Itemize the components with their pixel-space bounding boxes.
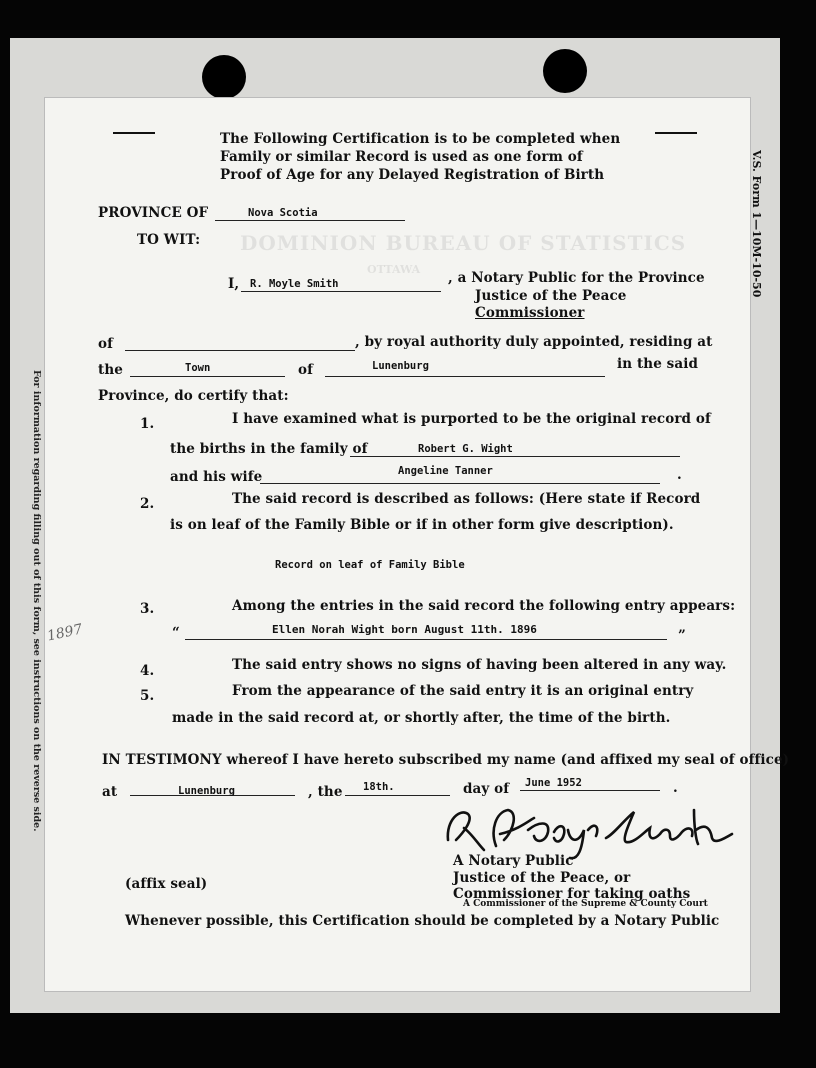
item-1-text: I have examined what is purported to be the original record of	[232, 411, 711, 427]
in-said-label: in the said	[617, 356, 698, 372]
watermark-city: OTTAWA	[367, 263, 421, 276]
province-line	[215, 220, 405, 221]
testimony-day-of: day of	[463, 781, 510, 797]
of-label: of	[98, 336, 114, 352]
testimony-day-line	[345, 795, 450, 796]
item-2-number: 2.	[140, 496, 155, 512]
item-5-text-2: made in the said record at, or shortly after, the time of the birth.	[172, 710, 671, 726]
wife-label: and his wife	[170, 469, 263, 485]
header-dash-left	[113, 132, 155, 134]
signature-line-3: Commissioner for taking oaths	[453, 886, 691, 902]
declarant-role-1: , a Notary Public for the Province	[448, 270, 705, 286]
declarant-prefix: I,	[228, 276, 240, 292]
the-label: the	[98, 362, 123, 378]
testimony-place: Lunenburg	[178, 785, 235, 797]
of-line	[125, 350, 355, 351]
item-3-number: 3.	[140, 601, 155, 617]
wife-name-line	[260, 483, 660, 484]
side-instruction-note: For information regarding filling out of this form, see instructions on the reverse side.	[31, 370, 42, 832]
item-2-text-2: is on leaf of the Family Bible or if in other form give description).	[170, 517, 674, 533]
entry-open-quote: “	[172, 625, 180, 641]
family-name: Robert G. Wight	[418, 443, 513, 455]
affix-seal-label: (affix seal)	[125, 876, 208, 892]
signature-line-2: Justice of the Peace, or	[453, 870, 631, 886]
entry-value: Ellen Norah Wight born August 11th. 1896	[272, 623, 537, 636]
wife-period: .	[677, 467, 682, 483]
header-dash-right	[655, 132, 697, 134]
commissioner-stamp: A Commissioner of the Supreme & County Court	[463, 899, 708, 909]
declarant-role-2: Justice of the Peace	[475, 288, 627, 304]
watermark-bureau: DOMINION BUREAU OF STATISTICS	[240, 231, 687, 255]
wife-name: Angeline Tanner	[398, 465, 493, 477]
testimony-day: 18th.	[363, 781, 395, 793]
place-type-line	[130, 376, 285, 377]
punch-hole-right	[543, 49, 587, 93]
item-3-text: Among the entries in the said record the following entry appears:	[232, 598, 736, 614]
signature-line-1: A Notary Public	[453, 853, 574, 869]
item-1-births: the births in the family of	[170, 441, 368, 457]
authority-text: , by royal authority duly appointed, residing at	[355, 334, 713, 350]
footer-note: Whenever possible, this Certification should be completed by a Notary Public	[125, 913, 720, 929]
item-4-number: 4.	[140, 663, 155, 679]
province-value: Nova Scotia	[248, 207, 318, 219]
item-5-number: 5.	[140, 688, 155, 704]
header-line-1: The Following Certification is to be completed when	[220, 131, 621, 147]
declarant-name: R. Moyle Smith	[250, 278, 339, 290]
certify-text: Province, do certify that:	[98, 388, 289, 404]
header-line-3: Proof of Age for any Delayed Registration of Birth	[220, 167, 605, 183]
margin-note: 1897	[45, 621, 84, 645]
family-name-line	[350, 456, 680, 457]
punch-hole-left	[202, 55, 246, 99]
to-wit-label: TO WIT:	[137, 232, 201, 248]
header-line-2: Family or similar Record is used as one form of	[220, 149, 583, 165]
place-name: Lunenburg	[372, 360, 429, 372]
item-2-text: The said record is described as follows: (Here state if Record	[232, 491, 701, 507]
testimony-month-year: June 1952	[525, 777, 582, 789]
item-1-number: 1.	[140, 416, 155, 432]
province-label: PROVINCE OF	[98, 205, 209, 221]
testimony-month-line	[520, 790, 660, 791]
testimony-at-label: at	[102, 784, 118, 800]
of2-label: of	[298, 362, 314, 378]
declarant-role-3: Commissioner	[475, 305, 585, 321]
item-5-text: From the appearance of the said entry it is an original entry	[232, 683, 694, 699]
testimony-period: .	[673, 780, 678, 796]
entry-line	[185, 639, 667, 640]
handwritten-signature	[438, 800, 738, 862]
form-code: V.S. Form 1—10M-10-50	[750, 150, 763, 298]
declarant-name-line	[241, 291, 441, 292]
place-name-line	[325, 376, 605, 377]
record-description: Record on leaf of Family Bible	[275, 559, 465, 571]
place-type: Town	[185, 362, 211, 374]
entry-close-quote: ”	[678, 628, 686, 644]
item-4-text: The said entry shows no signs of having been altered in any way.	[232, 657, 727, 673]
testimony-the-label: , the	[308, 784, 343, 800]
testimony-text: IN TESTIMONY whereof I have hereto subscribed my name (and affixed my seal of office)	[102, 752, 790, 768]
